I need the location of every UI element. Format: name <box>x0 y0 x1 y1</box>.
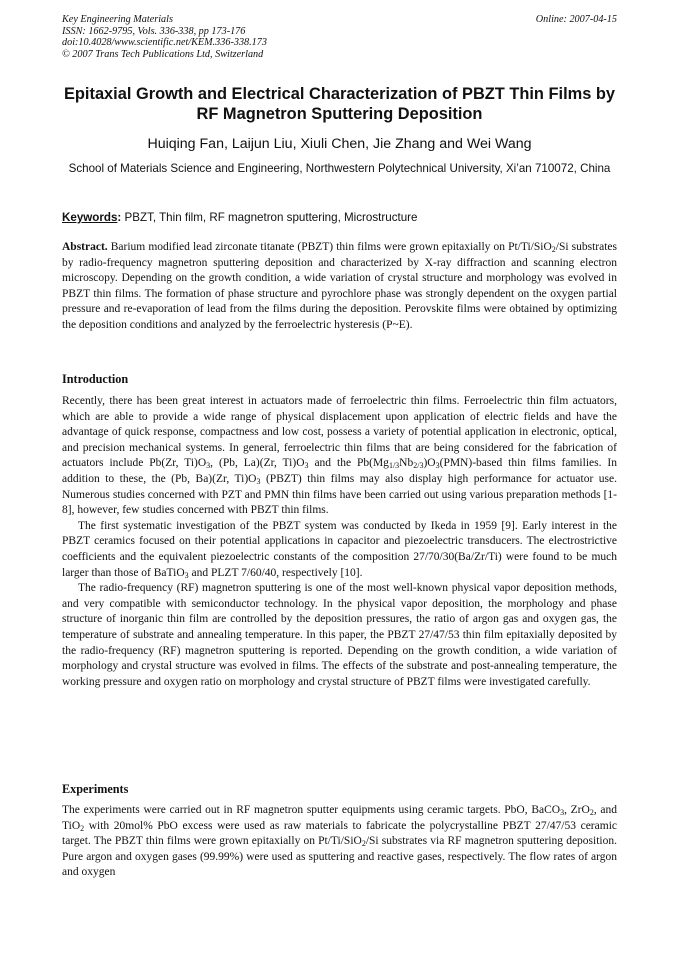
text-run: Nb <box>399 457 414 470</box>
keywords-label: Keywords <box>62 211 118 224</box>
subscript: 3 <box>560 808 565 817</box>
text-run: and PLZT 7/60/40, respectively [10]. <box>188 566 363 579</box>
text-run: with 20mol% PbO excess were used as raw materials to fabricate the polycrystalline PBZT 27/47/53 ceramic target. The PBZT thin films were grown epitaxially on Pt/Ti/SiO <box>62 819 617 848</box>
abstract-text: Barium modified lead zirconate titanate (PBZT) thin films were grown epitaxially on Pt/Ti/SiO <box>107 241 552 253</box>
issn-line: ISSN: 1662-9795, Vols. 336-338, pp 173-176 <box>62 25 246 37</box>
subscript: 1/3 <box>388 461 400 471</box>
text-run: /Si substrates via RF magnetron sputtering deposition. Pure argon and oxygen gases (99.99%) were used as sputtering and reactive gases, respectively. The flow rates of argon and oxygen <box>62 835 617 879</box>
subscript: 3 <box>206 461 211 471</box>
subscript: 3 <box>435 461 440 471</box>
keywords-colon: : <box>117 211 122 224</box>
subscript: 3 <box>256 476 261 486</box>
text-run: (PMN)-based thin films families. In addition to these, the (Pb, Ba)(Zr, Ti)O <box>62 457 617 485</box>
subscript: 2 <box>80 823 85 833</box>
text-run: Recently, there has been great interest in actuators made of ferroelectric thin films. Ferroelectric thin film actuators, which are able to provide a wide range of physical displacement upon application of electric fields and have the advantage of quick response, compactness and low cost, possess a variety of potential application in electronic, optical, and precision mechanical systems. In general, ferroelectric thin films that are being considered for the fabrication of actuators include Pb(Zr, Ti)O <box>62 395 617 470</box>
keywords-line <box>62 210 617 225</box>
abstract <box>62 240 617 334</box>
subscript: 3 <box>184 570 189 580</box>
subscript: 3 <box>304 461 309 471</box>
text-run: The first systematic investigation of the PBZT system was conducted by Ikeda in 1959 [9]. Early interest in the PBZT ceramics focused on their potential applications in capacitor and piezoelectric transducers. The electrostrictive coefficients and the equivalent piezoelectric constants of the composition 27/70/30(Ba/Zr/Ti) were found to be much larger than those of BaTiO <box>62 519 617 579</box>
subscript: 2 <box>361 839 366 849</box>
intro-paragraph-3: The radio-frequency (RF) magnetron sputtering is one of the most well-known physical vapor deposition methods, and very compatible with semiconductor technology. In the physical vapor deposition, the morphology and phase structure of inorganic thin film are controlled by the deposition pressures, the ratio of argon gas and oxygen gas, the temperature of substrate and annealing temperature. In this paper, the PBZT 27/47/53 thin film epitaxially deposited by the radio-frequency (RF) magnetron sputtering is reported. Depending on the growth condition, a wide variation of morphology and crystal structure was evolved in films. The effects of the substrate and post-annealing temperature, the working pressure and oxygen ratio on morphology and crystal structure of PBZT films were investigated carefully. <box>62 582 617 688</box>
paper-title: Epitaxial Growth and Electrical Characterization of PBZT Thin Films by RF Magnetron Sputtering Deposition <box>63 85 615 123</box>
abstract-text: /Si substrates by radio-frequency magnetron sputtering deposition and characterized by X-ray diffraction and scanning electron microscopy. Depending on the growth condition, a wide variation of crystal structure and morphology was evolved in PBZT thin films. The formation of phase structure and pyrochlore phase was strongly dependent on the oxygen partial pressure and re-evaporation of lead from the films during the deposition. Perovskite films were obtained by optimizing the deposition conditions and analyzed by the ferroelectric hysteresis (P~E). <box>62 241 617 331</box>
journal-name: Key Engineering Materials <box>62 14 173 25</box>
experiments-paragraph-1 <box>62 803 617 881</box>
author-list: Huiqing Fan, Laijun Liu, Xiuli Chen, Jie Zhang and Wei Wang <box>147 136 532 152</box>
experiments-body <box>62 803 617 881</box>
text-run: , and TiO <box>62 804 618 832</box>
text-run: (PBZT) thin films may also display high performance for actuator use. Numerous studies concerned with PZT and PMN thin films have been carried out using various preparation methods [1-8], however, few studies concerned with PBZT thin films. <box>62 472 618 517</box>
journal-header <box>62 14 617 60</box>
introduction-body <box>62 394 617 690</box>
doi-line: doi:10.4028/www.scientific.net/KEM.336-338.173 <box>62 37 267 49</box>
intro-paragraph-2 <box>62 519 617 581</box>
intro-paragraph-1 <box>62 394 617 519</box>
text-run: , (Pb, La)(Zr, Ti)O <box>210 457 305 470</box>
abstract-label: Abstract. <box>62 241 108 253</box>
keywords-text: PBZT, Thin film, RF magnetron sputtering, Microstructure <box>121 211 418 224</box>
subscript: 2/3 <box>413 461 424 471</box>
affiliation: School of Materials Science and Engineering, Northwestern Polytechnical University, Xi’an 710072, China <box>68 162 611 175</box>
copyright-line: © 2007 Trans Tech Publications Ltd, Switzerland <box>62 48 264 60</box>
text-run: and the Pb(Mg <box>308 457 389 470</box>
text-run: , ZrO <box>564 804 590 816</box>
experiments-heading: Experiments <box>62 782 129 796</box>
text-run: )O <box>423 457 436 470</box>
subscript: 2 <box>551 245 556 254</box>
subscript: 2 <box>589 808 594 817</box>
introduction-heading: Introduction <box>62 372 129 386</box>
online-date: Online: 2007-04-15 <box>535 14 617 25</box>
text-run: The experiments were carried out in RF magnetron sputter equipments using ceramic targets. PbO, BaCO <box>62 804 561 816</box>
